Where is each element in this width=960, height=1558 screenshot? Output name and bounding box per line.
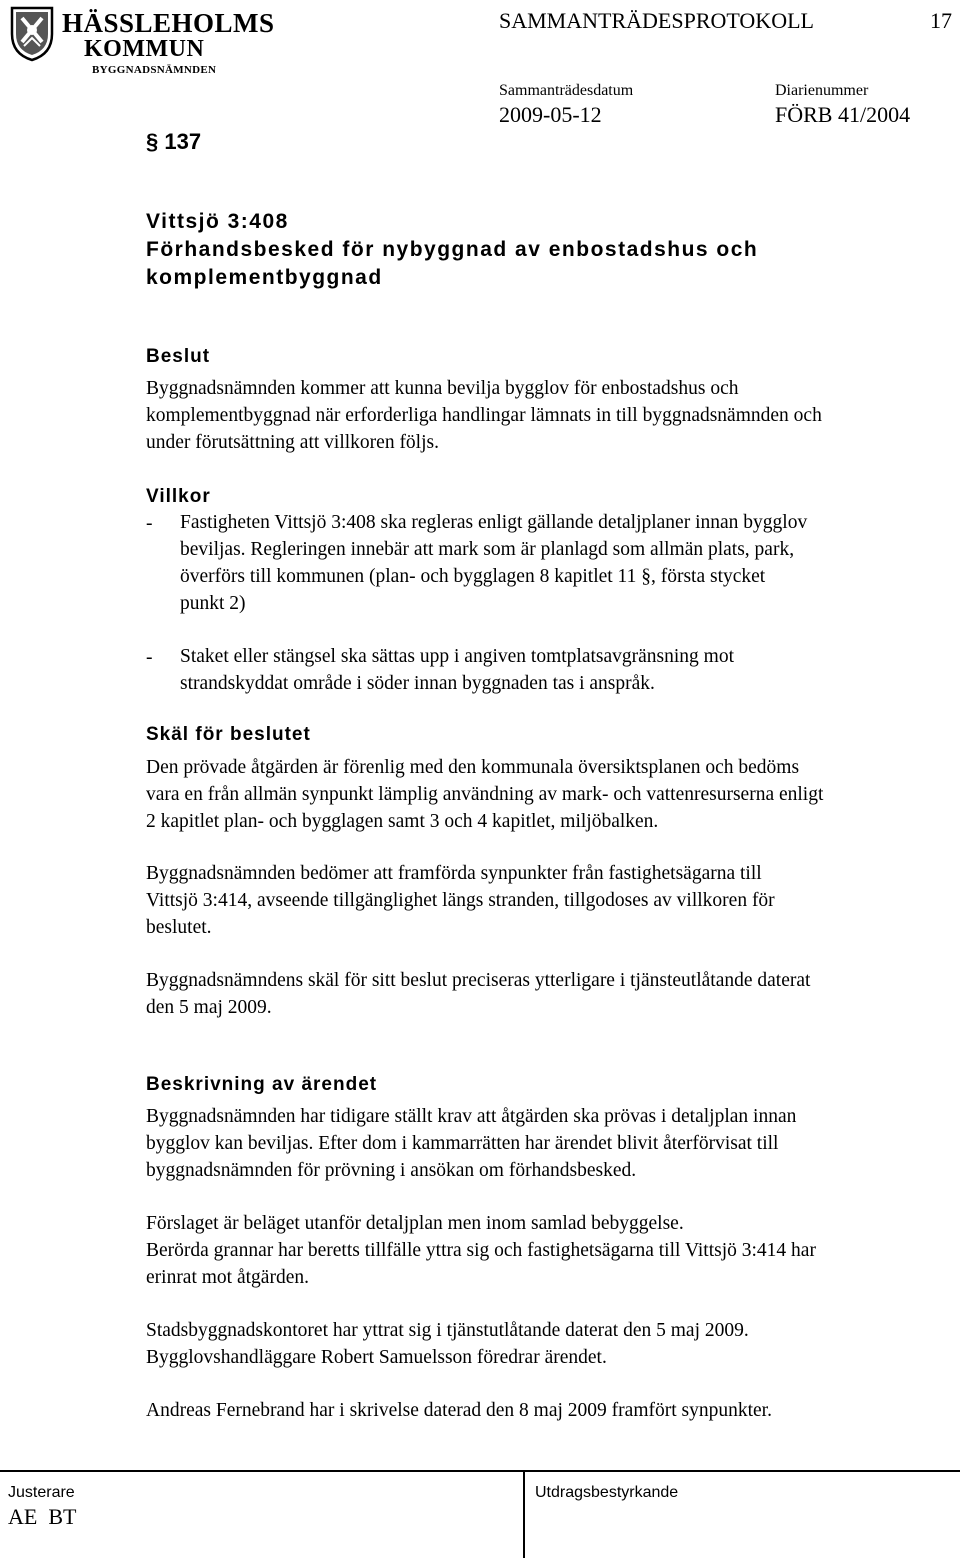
registry-number-label: Diarienummer bbox=[775, 82, 869, 99]
extract-certification-label: Utdragsbestyrkande bbox=[535, 1484, 679, 1501]
meeting-date-label: Sammanträdesdatum bbox=[499, 82, 634, 99]
body-text-line: Bygglovshandläggare Robert Samuelsson föredrar ärendet. bbox=[146, 1347, 607, 1368]
body-text-line: komplementbyggnad när erforderliga handlingar lämnats in till byggnadsnämnden och bbox=[146, 405, 822, 426]
registry-number: FÖRB 41/2004 bbox=[775, 102, 911, 127]
case-title-property: Vittsjö 3:408 bbox=[146, 210, 289, 233]
section-heading-villkor: Villkor bbox=[146, 486, 211, 507]
body-text-line: Byggnadsnämnden kommer att kunna bevilja bygglov för enbostadshus och bbox=[146, 378, 739, 399]
condition-text-line: strandskyddat område i söder innan byggnaden tas i anspråk. bbox=[180, 673, 655, 694]
body-text-line: bygglov kan beviljas. Efter dom i kammarrätten har ärendet blivit återförvisat till bbox=[146, 1133, 779, 1154]
case-title-line: komplementbyggnad bbox=[146, 266, 383, 289]
footer-divider bbox=[523, 1470, 525, 1558]
page-number: 17 bbox=[930, 8, 952, 33]
section-heading-beslut: Beslut bbox=[146, 346, 211, 367]
body-text-line: Stadsbyggnadskontoret har yttrat sig i tjänstutlåtande daterat den 5 maj 2009. bbox=[146, 1320, 749, 1341]
condition-text-line: beviljas. Regleringen innebär att mark som är planlagd som allmän plats, park, bbox=[180, 539, 795, 560]
condition-text-line: punkt 2) bbox=[180, 593, 246, 614]
municipality-logo bbox=[10, 2, 275, 78]
body-text-line: erinrat mot åtgärden. bbox=[146, 1267, 309, 1288]
condition-text-line: Staket eller stängsel ska sättas upp i angiven tomtplatsavgränsning mot bbox=[180, 646, 735, 667]
meeting-date: 2009-05-12 bbox=[499, 102, 602, 127]
body-text-line: under förutsättning att villkoren följs. bbox=[146, 432, 439, 453]
condition-text-line: överförs till kommunen (plan- och bygglagen 8 kapitlet 11 §, första stycket bbox=[180, 566, 766, 587]
body-text-line: 2 kapitlet plan- och bygglagen samt 3 och 4 kapitlet, miljöbalken. bbox=[146, 811, 659, 832]
case-title-line: Förhandsbesked för nybyggnad av enbostadshus och bbox=[146, 238, 759, 261]
protocol-title: SAMMANTRÄDESPROTOKOLL bbox=[499, 8, 814, 33]
logo-kommun: KOMMUN bbox=[84, 36, 205, 62]
body-text-line: beslutet. bbox=[146, 917, 212, 938]
list-bullet: - bbox=[146, 513, 153, 534]
body-text-line: byggnadsnämnden för prövning i ansökan om förhandsbesked. bbox=[146, 1160, 637, 1181]
condition-text-line: Fastigheten Vittsjö 3:408 ska regleras enligt gällande detaljplaner innan bygglov bbox=[180, 512, 808, 533]
body-text-line: Andreas Fernebrand har i skrivelse daterad den 8 maj 2009 framfört synpunkter. bbox=[146, 1400, 772, 1421]
body-text-line: Byggnadsnämnden har tidigare ställt krav att åtgärden ska prövas i detaljplan innan bbox=[146, 1106, 797, 1127]
municipal-coat-of-arms-icon bbox=[10, 4, 54, 62]
section-heading-beskrivning: Beskrivning av ärendet bbox=[146, 1074, 378, 1095]
adjuster-initials: AE BT bbox=[8, 1504, 77, 1529]
body-text-line: Förslaget är beläget utanför detaljplan men inom samlad bebyggelse. bbox=[146, 1213, 684, 1234]
body-text-line: den 5 maj 2009. bbox=[146, 997, 272, 1018]
logo-department: BYGGNADSNÄMNDEN bbox=[92, 64, 217, 76]
body-text-line: Den prövade åtgärden är förenlig med den kommunala översiktsplanen och bedöms bbox=[146, 757, 800, 778]
footer-rule bbox=[0, 1470, 960, 1472]
body-text-line: vara en från allmän synpunkt lämplig användning av mark- och vattenresurserna enligt bbox=[146, 784, 824, 805]
body-text-line: Vittsjö 3:414, avseende tillgänglighet längs stranden, tillgodoses av villkoren för bbox=[146, 890, 775, 911]
section-heading-skal: Skäl för beslutet bbox=[146, 724, 311, 745]
body-text-line: Byggnadsnämndens skäl för sitt beslut preciseras ytterligare i tjänsteutlåtande daterat bbox=[146, 970, 811, 991]
list-bullet: - bbox=[146, 647, 153, 668]
logo-municipality-name: HÄSSLEHOLMS bbox=[62, 8, 275, 38]
section-number: § 137 bbox=[146, 129, 202, 154]
adjuster-label: Justerare bbox=[8, 1484, 75, 1501]
body-text-line: Berörda grannar har beretts tillfälle yttra sig och fastighetsägarna till Vittsjö 3:414 har bbox=[146, 1240, 816, 1261]
body-text-line: Byggnadsnämnden bedömer att framförda synpunkter från fastighetsägarna till bbox=[146, 863, 762, 884]
